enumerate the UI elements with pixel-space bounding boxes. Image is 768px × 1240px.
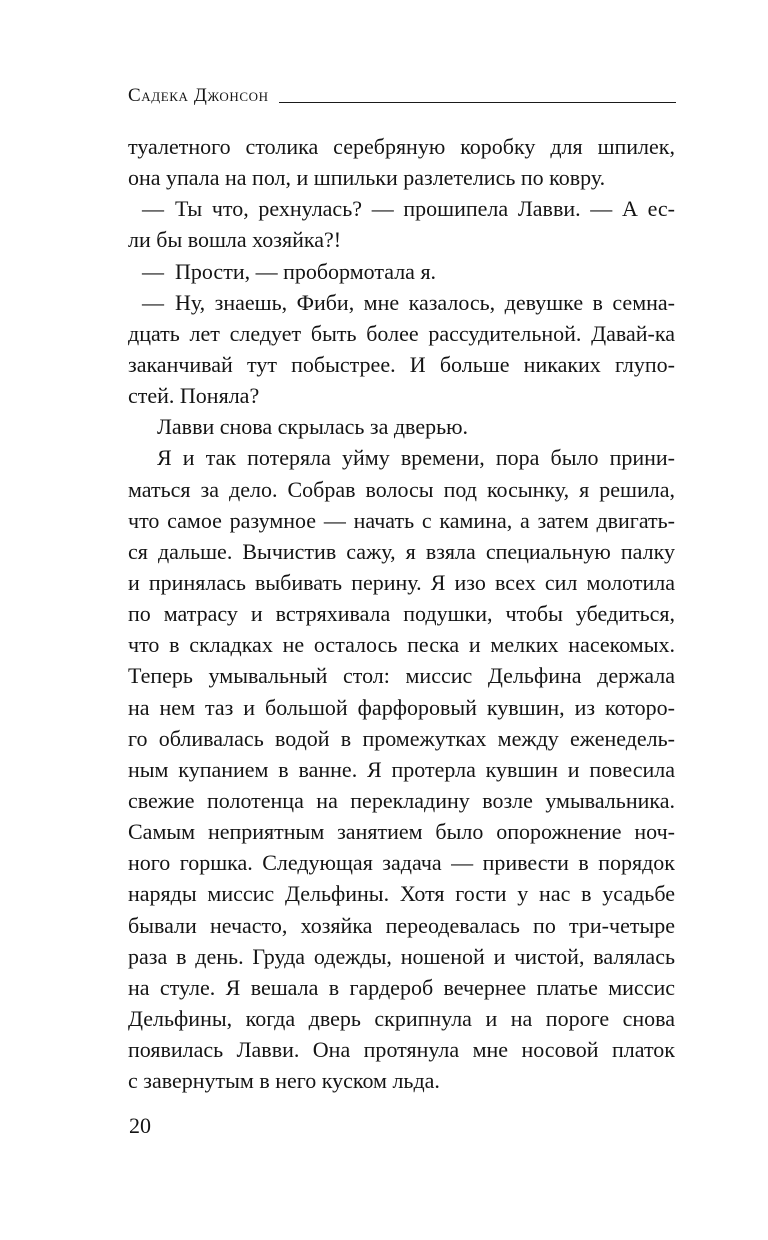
paragraph xyxy=(128,411,675,442)
text-line: ным купанием в ванне. Я протерла кувшин и повесила xyxy=(128,756,675,782)
text-line: по матрасу и встряхивала подушки, чтобы убедиться, xyxy=(128,601,675,627)
author-name: Садека Джонсон xyxy=(128,85,269,106)
paragraph xyxy=(128,256,675,287)
text-line: что самое разумное — начать с камина, а затем двигать- xyxy=(128,507,675,533)
text-line: на нем таз и большой фарфоровый кувшин, из которо- xyxy=(128,694,675,720)
text-line: Самым неприятным занятием было опорожнение ноч- xyxy=(128,819,675,845)
text-line: Теперь умывальный стол: миссис Дельфина держала xyxy=(128,663,675,689)
text-line: стей. Поняла? xyxy=(128,383,260,409)
paragraph xyxy=(128,193,675,255)
text-line: туалетного столика серебряную коробку для шпилек, xyxy=(128,134,675,159)
text-line: на стуле. Я вешала в гардероб вечернее платье миссис xyxy=(128,974,675,1000)
text-line: Дельфины, когда дверь скрипнула и на пороге снова xyxy=(128,1005,675,1031)
text-line: ся дальше. Вычистив сажу, я взяла специальную палку xyxy=(128,538,675,564)
text-line: — Ну, знаешь, Фиби, мне казалось, девушке в семна- xyxy=(142,289,675,315)
text-line: — Ты что, рехнулась? — прошипела Лавви. — А ес- xyxy=(142,196,675,222)
header-rule xyxy=(279,102,676,103)
text-line: заканчивай тут побыстрее. И больше никаких глупо- xyxy=(128,351,675,377)
text-line: свежие полотенца на перекладину возле умывальника. xyxy=(128,787,675,813)
text-line: раза в день. Груда одежды, ношеной и чистой, валялась xyxy=(128,943,675,969)
page-number: 20 xyxy=(129,1113,151,1138)
text-line: Лавви снова скрылась за дверью. xyxy=(157,414,469,440)
text-line: ного горшка. Следующая задача — привести в порядок xyxy=(128,850,675,876)
text-line: с завернутым в него куском льда. xyxy=(128,1068,440,1094)
paragraph xyxy=(128,131,675,193)
text-line: бывали нечасто, хозяйка переодевалась по три-четыре xyxy=(128,912,675,938)
text-line: появилась Лавви. Она протянула мне носовой платок xyxy=(128,1037,675,1063)
text-line: го обливалась водой в промежутках между еженедель- xyxy=(128,725,675,751)
text-line: ли бы вошла хозяйка?! xyxy=(128,227,342,253)
body-text xyxy=(128,131,675,1096)
paragraph xyxy=(128,287,675,412)
text-line: наряды миссис Дельфины. Хотя гости у нас в усадьбе xyxy=(128,881,675,907)
paragraph xyxy=(128,442,675,1096)
running-header xyxy=(128,87,676,104)
text-line: дцать лет следует быть более рассудительной. Давай-ка xyxy=(128,320,675,346)
text-line: — Прости, — пробормотала я. xyxy=(142,258,437,284)
text-line: что в складках не осталось песка и мелких насекомых. xyxy=(128,632,675,658)
text-line: Я и так потеряла уйму времени, пора было прини- xyxy=(157,445,675,471)
text-line: она упала на пол, и шпильки разлетелись по ковру. xyxy=(128,165,606,191)
text-line: маться за дело. Собрав волосы под косынку, я решила, xyxy=(128,476,675,502)
text-line: и принялась выбивать перину. Я изо всех сил молотила xyxy=(128,569,675,595)
